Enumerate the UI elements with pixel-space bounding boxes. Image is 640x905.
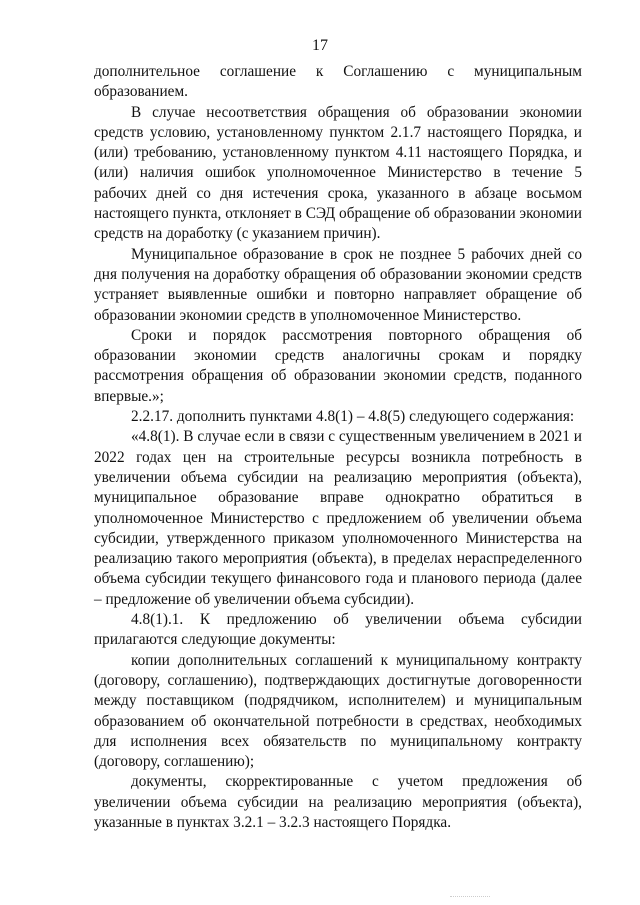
paragraph-nonconformity: В случае несоответствия обращения об образовании экономии средств условию, установленному пунктом 2.1.7 настоящего Порядка, и (или) требованию, установленному пунктом 4.11 настоящего Порядка, и (или) наличия ошибок уполномоченное Министерство в течение 5 рабочих дней со дня истечения срока, указанного в абзаце восьмом настоящего пункта, отклоняет в СЭД обращение об образовании экономии средств на доработку (с указанием причин). [94, 103, 582, 243]
paragraph-adjusted-documents: документы, скорректированные с учетом предложения об увеличении объема субсидии на реализацию мероприятия (объекта), указанные в пунктах 3.2.1 – 3.2.3 настоящего Порядка. [94, 773, 582, 831]
scan-artifact [450, 896, 490, 899]
paragraph-contract-copies: копии дополнительных соглашений к муниципальному контракту (договору, соглашению), подтверждающих достигнутые договоренности между поставщиком (подрядчиком, исполнителем) и муниципальным образованием об окончательной потребности в средствах, необходимых для исполнения всех обязательств по муниципальному контракту (договору, соглашению); [94, 651, 582, 771]
paragraph-rework-deadline: Муниципальное образование в срок не позднее 5 рабочих дней со дня получения на доработку обращения об образовании экономии средств устраняет выявленные ошибки и повторно направляет обращение об образовании экономии средств в уполномоченное Министерство. [94, 245, 582, 324]
paragraph-amendment-2-2-17: 2.2.17. дополнить пунктами 4.8(1) – 4.8(5) следующего содержания: [131, 408, 575, 426]
page-number: 17 [312, 37, 328, 54]
document-body [94, 62, 582, 833]
paragraph-4-8-1-1: 4.8(1).1. К предложению об увеличении объема субсидии прилагаются следующие документы: [94, 611, 582, 649]
paragraph-repeat-review: Сроки и порядок рассмотрения повторного обращения об образовании экономии средств аналогичны срокам и порядку рассмотрения обращения об образовании экономии средств, поданного впервые.»; [94, 326, 582, 405]
paragraph-4-8-1: «4.8(1). В случае если в связи с существенным увеличением в 2021 и 2022 годах цен на строительные ресурсы возникла потребность в увеличении объема субсидии на реализацию мероприятия (объекта), муниципальное образование вправе однократно обратиться в уполномоченное Министерство с предложением об увеличении объема субсидии, утвержденного приказом уполномоченного Министерства на реализацию такого мероприятия (объекта), в пределах нераспределенного объема субсидии текущего финансового года и планового периода (далее – предложение об увеличении объема субсидии). [94, 428, 582, 608]
paragraph-continuation: дополнительное соглашение к Соглашению с муниципальным образованием. [94, 63, 582, 101]
